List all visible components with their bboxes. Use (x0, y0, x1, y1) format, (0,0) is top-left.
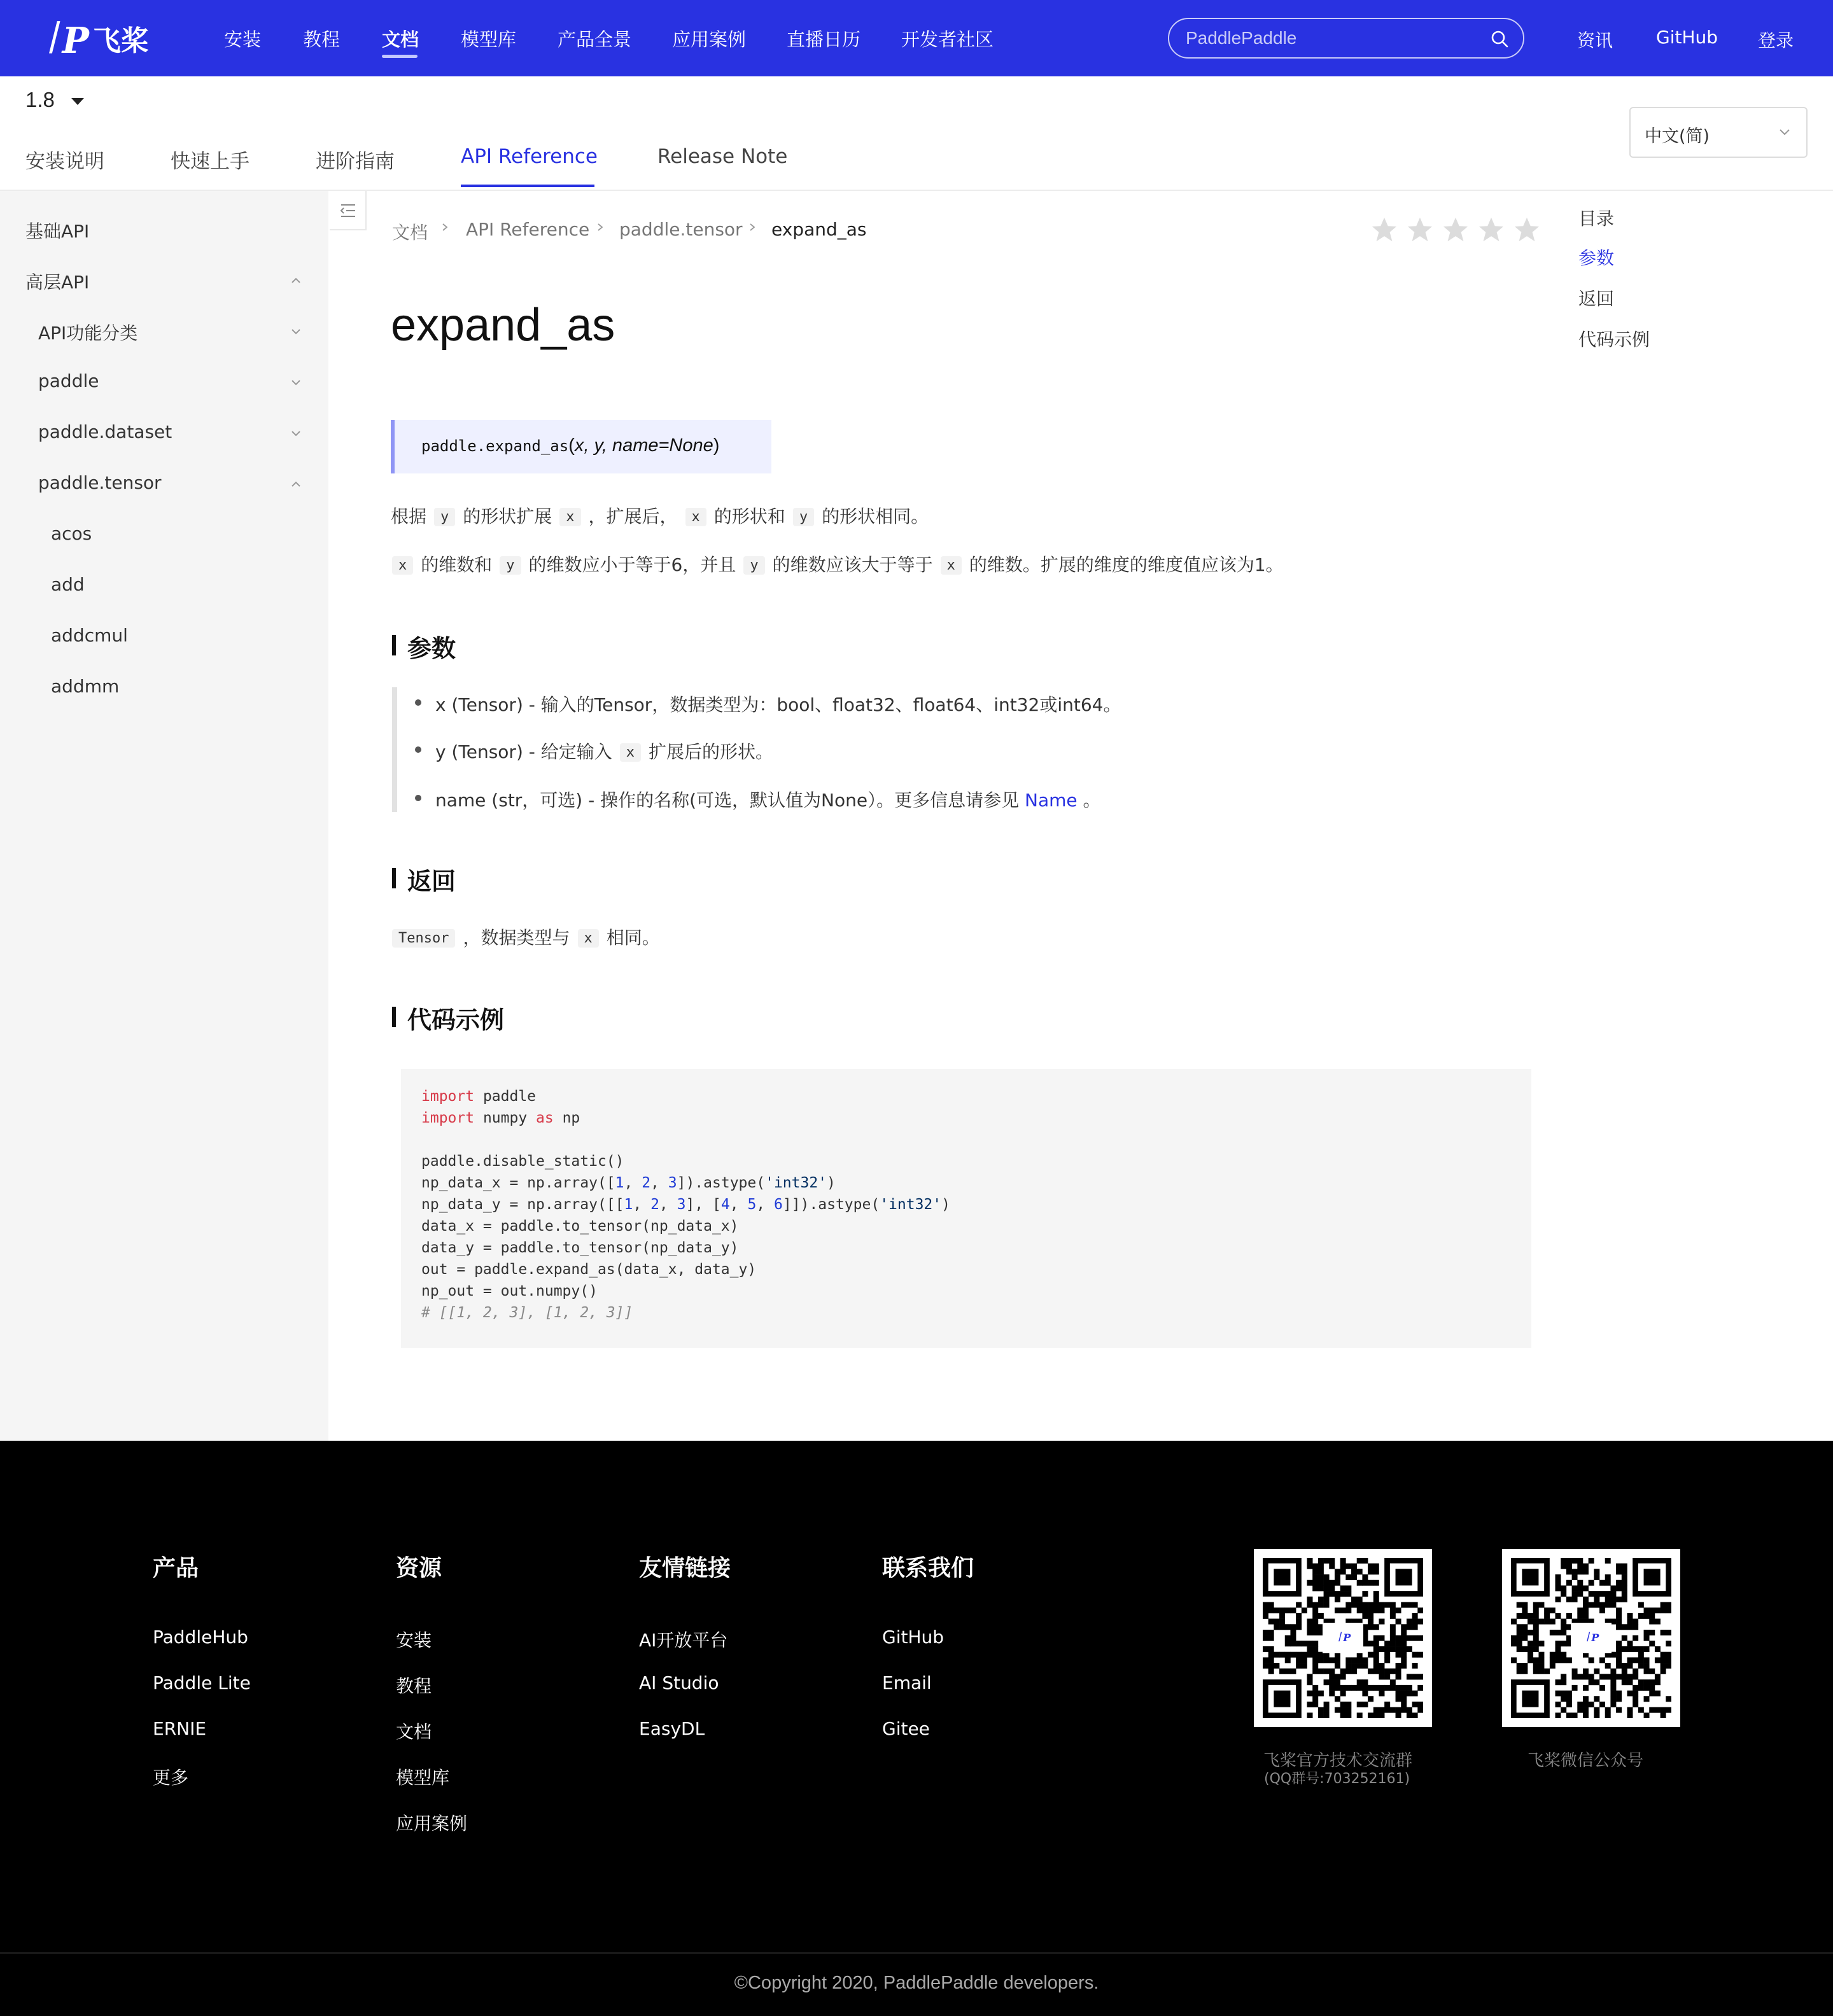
signature-func-name: paddle.expand_as (421, 437, 569, 455)
bullet (415, 746, 421, 753)
nav-products[interactable]: 产品全景 (558, 29, 632, 50)
code-number: 1 (624, 1196, 633, 1213)
footer-divider (0, 1952, 1833, 1954)
breadcrumb-docs[interactable]: 文档 (392, 222, 428, 243)
sidebar-item-paddle-tensor[interactable]: paddle.tensor (38, 472, 162, 493)
code-text: np_data_x = np.array([ (421, 1175, 615, 1191)
qr-caption-wechat: 飞桨微信公众号 (1528, 1751, 1644, 1770)
nav-cases[interactable]: 应用案例 (672, 29, 747, 50)
logo-text: 飞桨 (92, 25, 149, 57)
qr-logo-mark: ꒐P (1323, 1623, 1363, 1653)
code-line (421, 1175, 836, 1191)
param-y (435, 738, 773, 764)
code-number: 3 (677, 1196, 686, 1213)
footer-link-github[interactable]: GitHub (882, 1627, 945, 1648)
chevron-down-icon (1778, 126, 1791, 139)
inline-code: y (434, 508, 455, 526)
chevron-up-icon[interactable] (290, 275, 302, 286)
copyright-text: ©Copyright 2020, PaddlePaddle developers. (734, 1973, 1099, 1993)
footer-link-paddlehub[interactable]: PaddleHub (153, 1627, 248, 1648)
description-paragraph-1 (391, 503, 929, 528)
toc-heading: 目录 (1578, 208, 1615, 229)
footer-heading-resources: 资源 (396, 1555, 442, 1581)
code-number: 1 (615, 1175, 624, 1191)
inline-code: x (620, 743, 641, 762)
nav-news[interactable]: 资讯 (1577, 30, 1613, 51)
nav-live-calendar[interactable]: 直播日历 (787, 29, 861, 50)
chevron-right-icon (596, 223, 605, 232)
footer-link-tutorial[interactable]: 教程 (396, 1676, 432, 1697)
footer-link-email[interactable]: Email (882, 1672, 932, 1693)
code-comment: # [[1, 2, 3], [1, 2, 3]] (421, 1305, 633, 1321)
tab-active-indicator (461, 185, 594, 187)
code-text: , (650, 1175, 668, 1191)
toc-item-params[interactable]: 参数 (1578, 248, 1615, 269)
version-selector[interactable]: 1.8 (25, 88, 55, 111)
code-keyword: as (536, 1110, 554, 1126)
code-line: np_out = out.numpy() (421, 1283, 598, 1299)
code-number: 6 (774, 1196, 783, 1213)
text: ，扩展后， (588, 506, 678, 527)
code-line: data_y = paddle.to_tensor(np_data_y) (421, 1240, 739, 1256)
text: 的形状相同。 (822, 506, 929, 527)
sidebar-item-high-level-api[interactable]: 高层API (25, 272, 90, 293)
code-number: 4 (720, 1196, 730, 1213)
qr-logo-mark: ꒐P (1571, 1623, 1612, 1653)
star-icon[interactable] (1477, 215, 1506, 244)
search-input[interactable] (1186, 25, 1485, 51)
tab-advanced-guide[interactable]: 进阶指南 (316, 150, 395, 173)
code-number: 3 (668, 1175, 677, 1191)
section-marker (392, 868, 396, 888)
footer-link-model-zoo[interactable]: 模型库 (396, 1767, 450, 1788)
inline-code: x (559, 508, 580, 526)
section-heading-params: 参数 (407, 634, 456, 662)
returns-paragraph (384, 924, 660, 949)
star-icon[interactable] (1370, 215, 1399, 244)
param-name (435, 787, 1101, 812)
signature-open-paren: ( (568, 435, 575, 456)
code-number: 2 (650, 1196, 659, 1213)
footer-link-ai-platform[interactable]: AI开放平台 (639, 1630, 728, 1651)
inline-code: x (685, 508, 706, 526)
code-text: , (729, 1196, 748, 1213)
breadcrumb-api-reference[interactable]: API Reference (466, 219, 590, 240)
text: 的维数和 (421, 554, 493, 575)
footer-link-easydl[interactable]: EasyDL (639, 1718, 705, 1739)
sidebar-item-api-categories[interactable]: API功能分类 (38, 323, 138, 344)
footer-link-paddle-lite[interactable]: Paddle Lite (153, 1672, 251, 1693)
signature-close-paren: ) (713, 435, 720, 456)
sidebar-item-addcmul[interactable]: addcmul (51, 625, 128, 646)
footer-link-ai-studio[interactable]: AI Studio (639, 1672, 719, 1693)
chevron-up-icon[interactable] (290, 479, 302, 490)
code-example-block[interactable] (401, 1069, 1531, 1348)
sidebar-item-paddle[interactable]: paddle (38, 370, 99, 391)
text: 的维数应小于等于6，并且 (528, 554, 736, 575)
text: name (str，可选) - 操作的名称(可选，默认值为None）。更多信息请参见 (435, 790, 1020, 811)
code-text: ], [ (685, 1196, 721, 1213)
code-keyword: import (421, 1110, 475, 1126)
code-text: numpy (474, 1110, 537, 1126)
chevron-right-icon (748, 223, 757, 232)
text: y (Tensor) - 给定输入 (435, 741, 612, 762)
text: 。 (1083, 790, 1101, 811)
text: ，数据类型与 (463, 927, 570, 948)
caret-down-icon[interactable] (71, 98, 84, 105)
params-quote-bar (392, 687, 397, 812)
logo-mark: ꒐P (37, 20, 87, 62)
breadcrumb-current-page: expand_as (771, 219, 867, 240)
text: 相同。 (606, 927, 660, 948)
breadcrumb-paddle-tensor[interactable]: paddle.tensor (619, 219, 743, 240)
footer-heading-products: 产品 (153, 1555, 199, 1581)
star-icon[interactable] (1441, 215, 1470, 244)
footer-link-ernie[interactable]: ERNIE (153, 1718, 207, 1739)
code-text: ]]).astype( (782, 1196, 880, 1213)
section-heading-code-example: 代码示例 (407, 1006, 505, 1034)
description-paragraph-2 (384, 551, 1284, 577)
footer-link-cases[interactable]: 应用案例 (396, 1813, 468, 1834)
code-line: paddle.disable_static() (421, 1153, 624, 1170)
inline-code: y (743, 556, 764, 575)
text: 的维数。扩展的维度的维度值应该为1。 (969, 554, 1284, 575)
footer-link-gitee[interactable]: Gitee (882, 1718, 930, 1739)
text: 根据 (391, 506, 427, 527)
code-text: , (659, 1196, 677, 1213)
code-string: 'int32' (880, 1196, 942, 1213)
star-icon[interactable] (1405, 215, 1435, 244)
param-x: x (Tensor) - 输入的Tensor，数据类型为：bool、float32、float64、int32或int64。 (435, 694, 1121, 715)
text: 的形状和 (713, 506, 785, 527)
language-select[interactable] (1629, 107, 1808, 158)
qr-subcaption-qq-number: (QQ群号:703252161) (1264, 1771, 1410, 1787)
search-box (1168, 18, 1524, 59)
bullet (415, 699, 421, 706)
tab-release-note[interactable]: Release Note (657, 145, 788, 168)
inline-code: Tensor (392, 929, 455, 948)
chevron-down-icon[interactable] (290, 326, 302, 337)
text: 的维数应该大于等于 (772, 554, 933, 575)
code-line (421, 1088, 536, 1105)
section-marker (392, 635, 396, 655)
footer-link-more[interactable]: 更多 (153, 1767, 189, 1788)
nav-developer-community[interactable]: 开发者社区 (901, 29, 994, 50)
sidebar-item-addmm[interactable]: addmm (51, 676, 120, 697)
code-text: ) (827, 1175, 836, 1191)
qr-code-qq-group (1254, 1549, 1432, 1727)
nav-active-indicator (382, 55, 418, 58)
toc-item-returns[interactable]: 返回 (1578, 288, 1615, 309)
collapse-menu-icon (339, 201, 358, 220)
chevron-right-icon (440, 223, 449, 232)
chevron-down-icon[interactable] (290, 377, 302, 388)
search-icon[interactable] (1490, 29, 1509, 48)
rating-stars (1370, 215, 1542, 244)
name-link[interactable]: Name (1025, 790, 1078, 811)
function-signature (391, 420, 771, 473)
page-title: expand_as (391, 300, 615, 351)
qr-code-wechat (1502, 1549, 1680, 1727)
code-text: , (624, 1175, 642, 1191)
footer-link-docs[interactable]: 文档 (396, 1721, 432, 1742)
footer-heading-contact: 联系我们 (882, 1555, 974, 1581)
code-keyword: import (421, 1088, 475, 1105)
sidebar-item-add[interactable]: add (51, 574, 85, 595)
code-text: np_data_y = np.array([[ (421, 1196, 624, 1213)
code-line: data_x = paddle.to_tensor(np_data_x) (421, 1218, 739, 1235)
inline-code: y (500, 556, 521, 575)
inline-code: x (941, 556, 962, 575)
code-line (421, 1110, 580, 1126)
code-text: np (553, 1110, 580, 1126)
sidebar-item-basic-api[interactable]: 基础API (25, 221, 90, 242)
inline-code: x (392, 556, 413, 575)
nav-model-zoo[interactable]: 模型库 (461, 29, 517, 50)
nav-install[interactable]: 安装 (224, 29, 262, 50)
paddle-logo[interactable] (37, 14, 149, 62)
nav-github[interactable]: GitHub (1656, 27, 1718, 48)
tab-quick-start[interactable]: 快速上手 (171, 150, 249, 173)
code-text: ]).astype( (677, 1175, 766, 1191)
signature-args: x, y, name=None (574, 435, 713, 456)
star-icon[interactable] (1512, 215, 1542, 244)
nav-docs[interactable]: 文档 (382, 29, 419, 50)
inline-code: y (793, 508, 814, 526)
nav-tutorial[interactable]: 教程 (303, 29, 341, 50)
code-text: ) (941, 1196, 950, 1213)
code-line (421, 1196, 950, 1213)
language-label: 中文(简) (1645, 127, 1710, 146)
sidebar-item-acos[interactable]: acos (51, 523, 92, 544)
code-text: , (633, 1196, 651, 1213)
code-number: 2 (642, 1175, 651, 1191)
toc-item-code-example[interactable]: 代码示例 (1578, 329, 1650, 350)
text: 扩展后的形状。 (649, 741, 774, 762)
footer-link-install[interactable]: 安装 (396, 1630, 432, 1651)
bullet (415, 795, 421, 801)
text: 的形状扩展 (463, 506, 552, 527)
tab-install-guide[interactable]: 安装说明 (25, 150, 104, 173)
qr-caption-qq-group: 飞桨官方技术交流群 (1263, 1751, 1413, 1770)
tab-api-reference[interactable]: API Reference (461, 145, 598, 168)
code-text: paddle (474, 1088, 537, 1105)
section-heading-returns: 返回 (407, 867, 456, 895)
sidebar-item-paddle-dataset[interactable]: paddle.dataset (38, 421, 172, 442)
code-text: , (756, 1196, 774, 1213)
code-number: 5 (747, 1196, 757, 1213)
code-line: out = paddle.expand_as(data_x, data_y) (421, 1261, 757, 1278)
footer-heading-friend-links: 友情链接 (639, 1555, 731, 1581)
chevron-down-icon[interactable] (290, 428, 302, 439)
sidebar-toggle-button[interactable] (330, 191, 367, 230)
top-navigation-bar (0, 0, 1833, 76)
code-string: 'int32' (765, 1175, 827, 1191)
section-marker (392, 1007, 396, 1027)
inline-code: x (578, 929, 599, 948)
nav-login[interactable]: 登录 (1758, 30, 1794, 51)
